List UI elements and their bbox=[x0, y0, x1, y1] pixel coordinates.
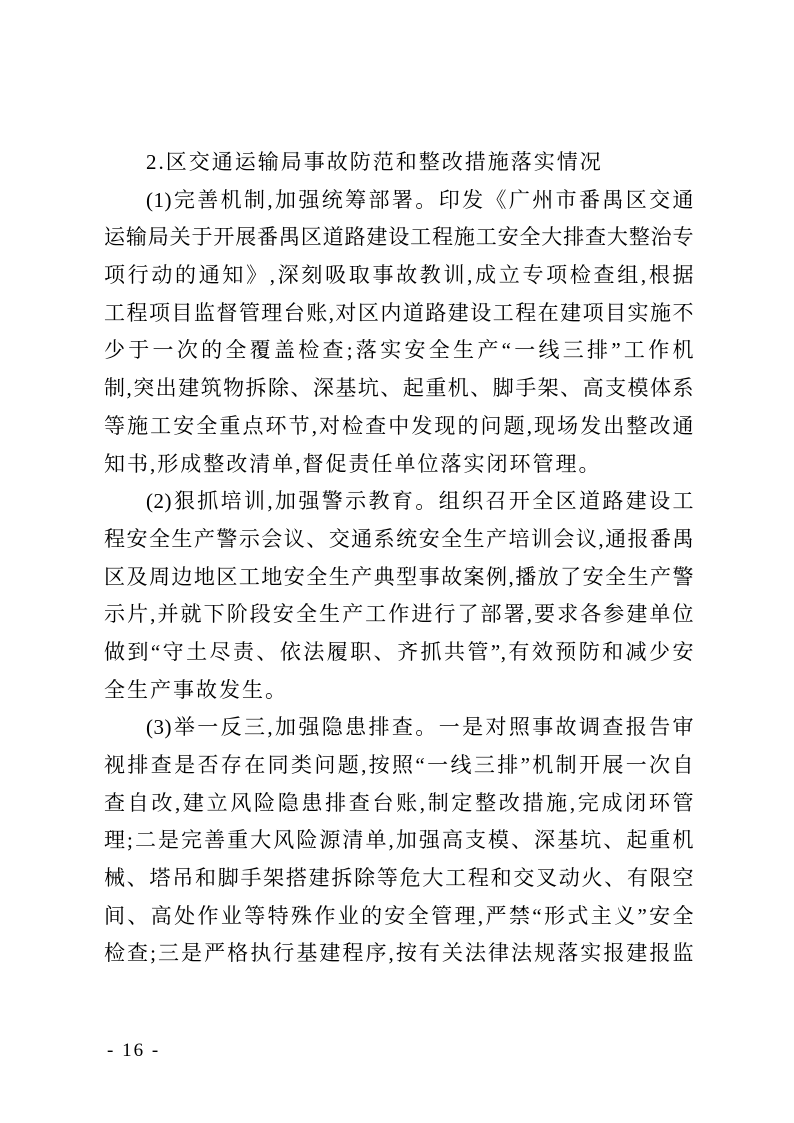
body-line: 示片,并就下阶段安全生产工作进行了部署,要求各参建单位 bbox=[104, 602, 694, 627]
body-line: 械、塔吊和脚手架搭建拆除等危大工程和交叉动火、有限空 bbox=[104, 866, 694, 891]
page-number: - 16 - bbox=[107, 1040, 161, 1061]
body-line: 运输局关于开展番禺区道路建设工程施工安全大排查大整治专 bbox=[104, 225, 694, 250]
body-line: 等施工安全重点环节,对检查中发现的问题,现场发出整改通 bbox=[104, 413, 694, 438]
body-line: 区及周边地区工地安全生产典型事故案例,播放了安全生产警 bbox=[104, 564, 694, 589]
body-line: 视排查是否存在同类问题,按照“一线三排”机制开展一次自 bbox=[104, 753, 694, 777]
document-body bbox=[104, 144, 694, 973]
section-heading: 2.区交通运输局事故防范和整改措施落实情况 bbox=[146, 150, 603, 174]
body-line: 做到“守土尽责、依法履职、齐抓共管”,有效预防和减少安 bbox=[104, 639, 694, 664]
body-line: 检查;三是严格执行基建程序,按有关法律法规落实报建报监 bbox=[104, 941, 694, 966]
body-line: 全生产事故发生。 bbox=[104, 677, 288, 702]
body-line: 制,突出建筑物拆除、深基坑、起重机、脚手架、高支模体系 bbox=[104, 376, 694, 401]
body-line: 项行动的通知》,深刻吸取事故教训,成立专项检查组,根据 bbox=[104, 263, 694, 288]
body-line: (1)完善机制,加强统筹部署。印发《广州市番禺区交通 bbox=[146, 187, 694, 212]
body-line: 工程项目监督管理台账,对区内道路建设工程在建项目实施不 bbox=[104, 300, 694, 325]
body-line: (3)举一反三,加强隐患排查。一是对照事故调查报告审 bbox=[146, 715, 694, 740]
body-line: (2)狠抓培训,加强警示教育。组织召开全区道路建设工 bbox=[146, 489, 694, 514]
body-line: 理;二是完善重大风险源清单,加强高支模、深基坑、起重机 bbox=[104, 828, 694, 853]
body-line: 少于一次的全覆盖检查;落实安全生产“一线三排”工作机 bbox=[104, 338, 694, 363]
body-line: 程安全生产警示会议、交通系统安全生产培训会议,通报番禺 bbox=[104, 526, 694, 551]
body-line: 间、高处作业等特殊作业的安全管理,严禁“形式主义”安全 bbox=[104, 903, 694, 928]
paragraphs-container bbox=[104, 182, 694, 973]
body-line: 查自改,建立风险隐患排查台账,制定整改措施,完成闭环管 bbox=[104, 790, 694, 815]
body-line: 知书,形成整改清单,督促责任单位落实闭环管理。 bbox=[104, 451, 602, 476]
